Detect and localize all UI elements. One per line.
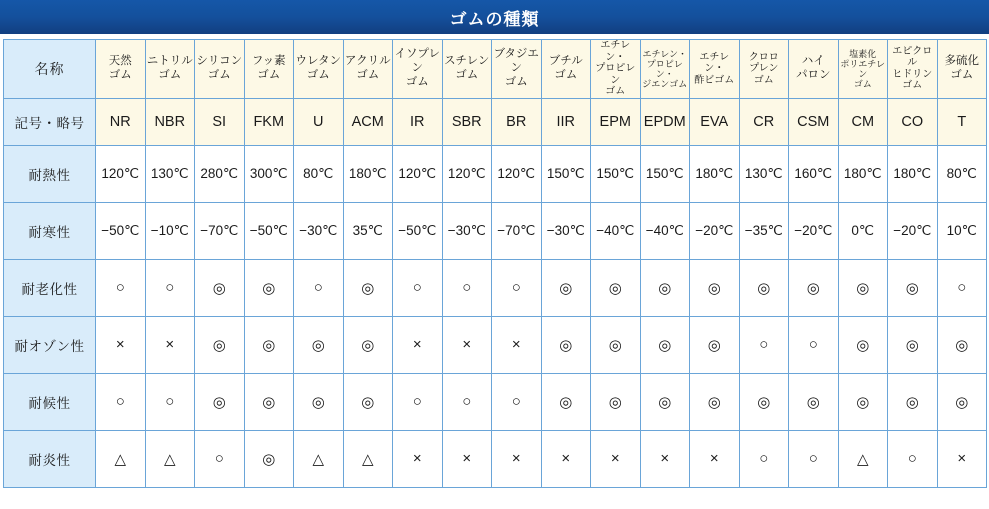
table-cell: 180℃ <box>888 145 938 202</box>
table-cell: × <box>442 430 492 487</box>
table-cell: × <box>393 316 443 373</box>
table-cell: EPDM <box>640 98 690 145</box>
table-cell: ○ <box>492 373 542 430</box>
column-header-label <box>542 55 591 83</box>
table-row-aging-resistance <box>4 259 987 316</box>
table-cell: −40℃ <box>640 202 690 259</box>
table-cell: BR <box>492 98 542 145</box>
line: ブタジエン <box>493 48 539 74</box>
line: クロロ <box>748 51 779 63</box>
page-title-text: ゴムの種類 <box>449 9 540 29</box>
table-cell: ◎ <box>888 259 938 316</box>
table-row-cold-resistance <box>4 202 987 259</box>
table-cell: NBR <box>145 98 195 145</box>
line: ゴム <box>158 68 182 81</box>
table-cell: CR <box>739 98 789 145</box>
table-cell: 10℃ <box>937 202 987 259</box>
line: ゴム <box>207 68 231 81</box>
table-cell: ◎ <box>640 316 690 373</box>
column-header-cell <box>838 40 888 99</box>
column-header-cell <box>640 40 690 99</box>
line: ゴム <box>108 68 132 81</box>
table-cell: EPM <box>591 98 641 145</box>
line: 酢ビゴム <box>694 74 735 86</box>
column-header-cell <box>96 40 146 99</box>
column-header-label <box>195 55 244 83</box>
line: エピクロル <box>892 45 933 69</box>
table-cell: −10℃ <box>145 202 195 259</box>
line: プレン <box>749 63 779 74</box>
line: ブチル <box>548 54 583 67</box>
table-cell: NR <box>96 98 146 145</box>
column-header-cell <box>937 40 987 99</box>
line: ゴム <box>306 68 330 81</box>
table-cell: × <box>145 316 195 373</box>
column-header-label <box>492 48 541 89</box>
table-cell: ○ <box>145 373 195 430</box>
table-cell: ◎ <box>591 259 641 316</box>
table-cell: −30℃ <box>442 202 492 259</box>
column-header-label <box>641 49 690 89</box>
table-cell: ◎ <box>937 373 987 430</box>
table-cell: −50℃ <box>96 202 146 259</box>
table-cell: × <box>937 430 987 487</box>
row-label: 耐オゾン性 <box>4 316 96 373</box>
table-cell: ◎ <box>195 373 245 430</box>
line: エチレン・ <box>642 48 688 59</box>
column-header-cell <box>690 40 740 99</box>
column-header-label <box>690 52 739 87</box>
column-header-label <box>96 55 145 83</box>
table-cell: ○ <box>442 259 492 316</box>
line: 塩素化 <box>849 48 877 59</box>
table-cell: × <box>442 316 492 373</box>
column-header-label <box>393 48 442 89</box>
table-cell: ○ <box>739 430 789 487</box>
table-cell: −30℃ <box>541 202 591 259</box>
table-cell: −20℃ <box>690 202 740 259</box>
line: ハイ <box>801 54 825 67</box>
table-cell: ◎ <box>888 373 938 430</box>
line: ウレタン <box>295 54 342 67</box>
column-header-name: 名称 <box>4 40 96 99</box>
line: 多硫化 <box>944 54 979 67</box>
table-cell: U <box>294 98 344 145</box>
line: イソプレン <box>394 48 441 74</box>
table-cell: ○ <box>96 373 146 430</box>
column-header-label <box>294 55 343 83</box>
line: プロピレン・ <box>646 58 683 79</box>
line: ゴム <box>257 68 281 81</box>
table-cell: △ <box>343 430 393 487</box>
line: シリコン <box>196 54 243 67</box>
table-cell: ◎ <box>739 259 789 316</box>
table-cell: ◎ <box>195 316 245 373</box>
table-cell: SBR <box>442 98 492 145</box>
line: スチレン <box>444 54 490 67</box>
table-cell: ◎ <box>690 316 740 373</box>
column-header-label <box>888 46 937 92</box>
line: ゴム <box>405 75 429 88</box>
table-cell: △ <box>96 430 146 487</box>
table-cell: × <box>690 430 740 487</box>
table-cell: × <box>492 316 542 373</box>
table-cell: 130℃ <box>739 145 789 202</box>
line: ジエンゴム <box>642 78 688 89</box>
column-header-cell <box>789 40 839 99</box>
column-header-cell <box>294 40 344 99</box>
column-header-cell <box>541 40 591 99</box>
table-cell: ◎ <box>244 259 294 316</box>
line: ゴム <box>605 86 626 97</box>
line: ニトリル <box>146 54 193 67</box>
table-cell: × <box>96 316 146 373</box>
line: ゴム <box>902 80 923 92</box>
table-cell: ◎ <box>343 316 393 373</box>
table-cell: ◎ <box>838 316 888 373</box>
column-header-label <box>344 55 393 83</box>
table-cell: ◎ <box>591 316 641 373</box>
line: パロン <box>796 68 831 81</box>
table-cell: 35℃ <box>343 202 393 259</box>
table-cell: △ <box>294 430 344 487</box>
table-cell: 180℃ <box>690 145 740 202</box>
table-cell: 300℃ <box>244 145 294 202</box>
table-cell: ◎ <box>541 316 591 373</box>
table-cell: SI <box>195 98 245 145</box>
line: ゴム <box>504 75 528 88</box>
line: ポリエチレン <box>840 58 886 79</box>
line: アクリル <box>344 54 391 67</box>
table-cell: ◎ <box>888 316 938 373</box>
table-cell: × <box>492 430 542 487</box>
line: ゴム <box>853 78 872 89</box>
table-cell: ◎ <box>838 373 888 430</box>
table-cell: ◎ <box>739 373 789 430</box>
table-cell: ◎ <box>294 316 344 373</box>
column-header-cell <box>739 40 789 99</box>
table-body <box>4 98 987 487</box>
column-header-label <box>443 55 492 83</box>
table-cell: IR <box>393 98 443 145</box>
column-header-label <box>591 40 640 98</box>
column-header-cell <box>195 40 245 99</box>
table-cell: −50℃ <box>244 202 294 259</box>
table-cell: 180℃ <box>838 145 888 202</box>
column-header-label <box>245 55 294 83</box>
column-header-cell <box>145 40 195 99</box>
table-cell: 120℃ <box>442 145 492 202</box>
table-cell: ◎ <box>343 373 393 430</box>
table-cell: × <box>640 430 690 487</box>
line: エチレン・ <box>699 51 730 74</box>
table-row-symbol <box>4 98 987 145</box>
table-cell: T <box>937 98 987 145</box>
table-cell: −70℃ <box>492 202 542 259</box>
table-cell: ◎ <box>838 259 888 316</box>
table-cell: 80℃ <box>937 145 987 202</box>
line: ゴム <box>455 68 479 81</box>
line: プロピレン <box>595 63 636 86</box>
table-cell: ◎ <box>640 259 690 316</box>
table-cell: ◎ <box>789 373 839 430</box>
table-cell: 150℃ <box>591 145 641 202</box>
table-cell: × <box>591 430 641 487</box>
table-cell: ○ <box>96 259 146 316</box>
table-cell: ◎ <box>294 373 344 430</box>
page-title <box>0 0 989 34</box>
table-cell: 80℃ <box>294 145 344 202</box>
table-cell: FKM <box>244 98 294 145</box>
table-cell: ○ <box>888 430 938 487</box>
table-head <box>4 40 987 99</box>
line: ヒドリン <box>892 68 933 80</box>
table-cell: ○ <box>442 373 492 430</box>
table-cell: ○ <box>145 259 195 316</box>
table-cell: ACM <box>343 98 393 145</box>
table-cell: ◎ <box>195 259 245 316</box>
table-cell: ◎ <box>937 316 987 373</box>
column-header-label <box>789 55 838 83</box>
table-cell: ◎ <box>690 373 740 430</box>
row-label: 記号・略号 <box>4 98 96 145</box>
column-header-label <box>839 49 888 89</box>
table-cell: ◎ <box>541 259 591 316</box>
table-row-flame-resistance <box>4 430 987 487</box>
table-cell: −20℃ <box>789 202 839 259</box>
column-header-cell <box>393 40 443 99</box>
line: ゴム <box>356 68 380 81</box>
table-cell: ◎ <box>244 373 294 430</box>
rubber-types-table <box>3 39 987 488</box>
table-cell: EVA <box>690 98 740 145</box>
table-cell: △ <box>145 430 195 487</box>
table-cell: ○ <box>789 316 839 373</box>
table-cell: ○ <box>393 259 443 316</box>
column-header-label <box>740 52 789 87</box>
table-cell: CSM <box>789 98 839 145</box>
table-cell: 150℃ <box>541 145 591 202</box>
column-header-cell <box>244 40 294 99</box>
line: ゴム <box>554 68 578 81</box>
column-header-cell <box>343 40 393 99</box>
table-row-weather-resistance <box>4 373 987 430</box>
table-cell: ○ <box>739 316 789 373</box>
table-cell: −50℃ <box>393 202 443 259</box>
table-cell: −30℃ <box>294 202 344 259</box>
table-cell: ◎ <box>591 373 641 430</box>
column-header-cell <box>888 40 938 99</box>
table-cell: ◎ <box>690 259 740 316</box>
table-cell: 160℃ <box>789 145 839 202</box>
table-cell: 120℃ <box>393 145 443 202</box>
table-cell: 180℃ <box>343 145 393 202</box>
table-cell: CO <box>888 98 938 145</box>
table-cell: 280℃ <box>195 145 245 202</box>
row-label: 耐老化性 <box>4 259 96 316</box>
table-row-ozone-resistance <box>4 316 987 373</box>
table-cell: △ <box>838 430 888 487</box>
column-header-label <box>938 55 987 83</box>
table-cell: × <box>393 430 443 487</box>
table-cell: ○ <box>393 373 443 430</box>
table-cell: ○ <box>937 259 987 316</box>
table-cell: ◎ <box>343 259 393 316</box>
line: ゴム <box>753 74 774 86</box>
table-cell: −20℃ <box>888 202 938 259</box>
table-cell: 120℃ <box>492 145 542 202</box>
row-label: 耐炎性 <box>4 430 96 487</box>
table-cell: −70℃ <box>195 202 245 259</box>
line: フッ素 <box>251 54 286 67</box>
table-header-row <box>4 40 987 99</box>
table-cell: −35℃ <box>739 202 789 259</box>
table-cell: CM <box>838 98 888 145</box>
table-cell: 150℃ <box>640 145 690 202</box>
column-header-cell <box>591 40 641 99</box>
table-cell: 0℃ <box>838 202 888 259</box>
column-header-cell <box>442 40 492 99</box>
table-cell: 120℃ <box>96 145 146 202</box>
table-cell: ○ <box>294 259 344 316</box>
column-header-cell <box>492 40 542 99</box>
table-cell: 130℃ <box>145 145 195 202</box>
table-cell: ○ <box>789 430 839 487</box>
line: ゴム <box>950 68 974 81</box>
table-cell: −40℃ <box>591 202 641 259</box>
table-cell: ◎ <box>244 316 294 373</box>
table-cell: IIR <box>541 98 591 145</box>
table-cell: ○ <box>195 430 245 487</box>
row-label: 耐寒性 <box>4 202 96 259</box>
table-cell: ◎ <box>244 430 294 487</box>
row-label: 耐候性 <box>4 373 96 430</box>
table-cell: ◎ <box>541 373 591 430</box>
table-cell: ◎ <box>789 259 839 316</box>
table-cell: × <box>541 430 591 487</box>
row-label: 耐熱性 <box>4 145 96 202</box>
line: 天然 <box>108 54 132 67</box>
table-cell: ○ <box>492 259 542 316</box>
column-header-label <box>146 55 195 83</box>
line: エチレン・ <box>600 40 631 63</box>
table-row-heat-resistance <box>4 145 987 202</box>
table-cell: ◎ <box>640 373 690 430</box>
